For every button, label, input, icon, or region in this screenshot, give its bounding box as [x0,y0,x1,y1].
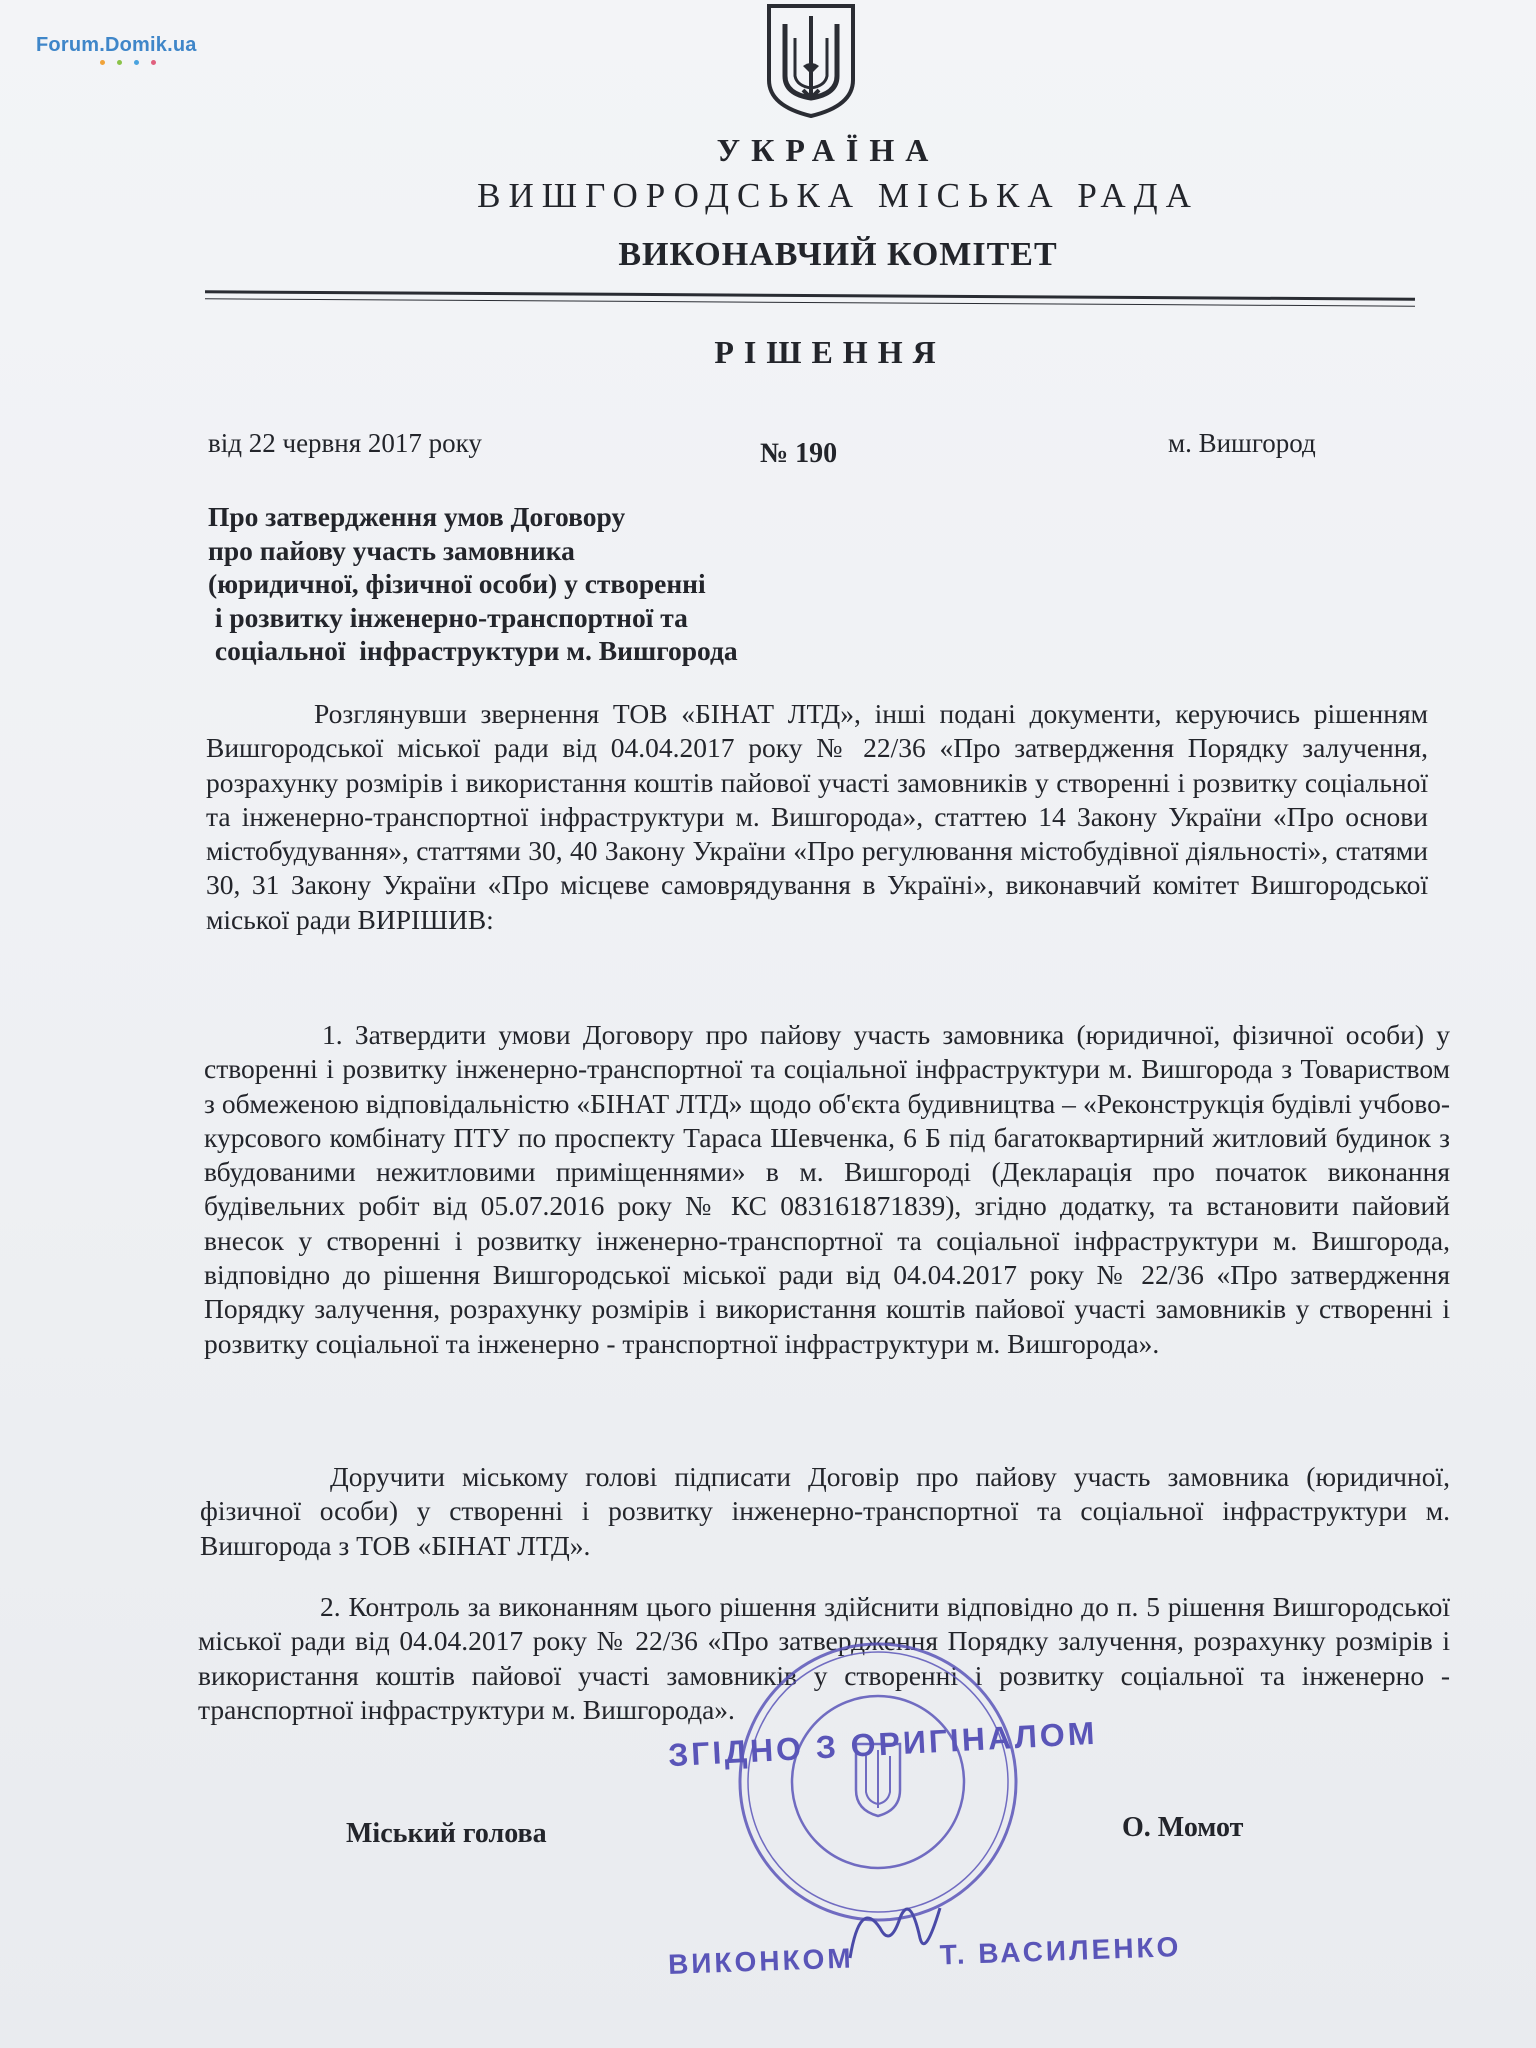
handwritten-signature [830,1888,960,1968]
official-seal-icon [728,1632,1028,1932]
stamp-executive-text: ВИКОНКОМ Т. ВАСИЛЕНКО [667,1931,1182,1980]
document-type: РІШЕННЯ [714,334,946,370]
coat-of-arms-icon [763,2,859,120]
watermark-text: Forum.Domik.ua [36,34,197,56]
resolution-instruction: Доручити міському голові підписати Договір про пайову участь замовника (юридичної, фізичної особи) у створенні і розвитку інженерно-транспортної та соціальної інфраструктури м. Вишгорода з ТОВ «БІНАТ ЛТД». [200,1461,1450,1561]
signatory-name: О. Момот [1122,1812,1244,1843]
title-line: Про затвердження умов Договору [208,501,626,532]
decision-number: № 190 [760,438,838,469]
title-line: соціальної інфраструктури м. Вишгорода [208,635,738,666]
title-line: (юридичної, фізичної особи) у створенні [208,568,706,599]
stamp-certified-text: ЗГІДНО З ОРИГІНАЛОМ [667,1714,1099,1774]
preamble-paragraph: Розглянувши звернення ТОВ «БІНАТ ЛТД», інші подані документи, керуючись рішенням Вишгородської міської ради від 04.04.2017 року № 22/36 «Про затвердження Порядку залучення, розрахунку розмірів і використання коштів пайової участі замовників у створенні і розвитку соціальної та інженерно-транспортної інфраструктури м. Вишгорода», статтею 14 Закону України «Про основи містобудування», статтями 30, 40 Закону України «Про регулювання містобудівної діяльності», статями 30, 31 Закону України «Про місцеве самоврядування в Україні», виконавчий комітет Вишгородської міської ради ВИРІШИВ: [206,698,1428,935]
watermark-dot [151,60,156,65]
watermark-dot [100,60,105,65]
watermark-dot [117,60,122,65]
decision-date: від 22 червня 2017 року [208,428,482,458]
title-line: про пайову участь замовника [208,534,575,566]
watermark-dots [100,60,156,65]
header-country: УКРАЇНА [716,132,940,168]
resolution-item-2: 2. Контроль за виконанням цього рішення здійснити відповідно до п. 5 рішення Вишгородської міської ради від 04.04.2017 року № 22/36 «Про затвердження Порядку залучення, розрахунку розмірів і використання коштів пайової участі замовників у створенні і розвитку соціальної та інженерно - транспортної інфраструктури м. Вишгорода». [198,1591,1450,1725]
header-committee: ВИКОНАВЧИЙ КОМІТЕТ [618,236,1058,273]
resolution-item-1: 1. Затвердити умови Договору про пайову участь замовника (юридичної, фізичної особи) у створенні і розвитку інженерно-транспортної та соціальної інфраструктури м. Вишгорода з Товариством з обмеженою відповідальністю «БІНАТ ЛТД» щодо об'єкта будивництва – «Реконструкція будівлі учбово-курсового комбінату ПТУ по проспекту Тараса Шевченка, 6 Б під багатоквартирний житловий будинок з вбудованими нежитловими приміщеннями» в м. Вишгороді (Декларація про початок виконання будівельних робіт від 05.07.2016 року № КС 083161871839), згідно додатку, та встановити пайовий внесок у створенні і розвитку інженерно-транспортної та соціальної інфраструктури м. Вишгорода, відповідно до рішення Вишгородської міської ради від 04.04.2017 року № 22/36 «Про затвердження Порядку залучення, розрахунку розмірів і використання коштів пайової участі замовників у створенні і розвитку соціальної та інженерно - транспортної інфраструктури м. Вишгорода». [204,1019,1450,1359]
decision-city: м. Вишгород [1168,428,1316,458]
signatory-position: Міський голова [346,1818,547,1849]
title-line: і розвитку інженерно-транспортної та [208,601,688,633]
header-council: ВИШГОРОДСЬКА МІСЬКА РАДА [477,176,1199,215]
watermark-dot [134,60,139,65]
decision-title [208,500,738,668]
